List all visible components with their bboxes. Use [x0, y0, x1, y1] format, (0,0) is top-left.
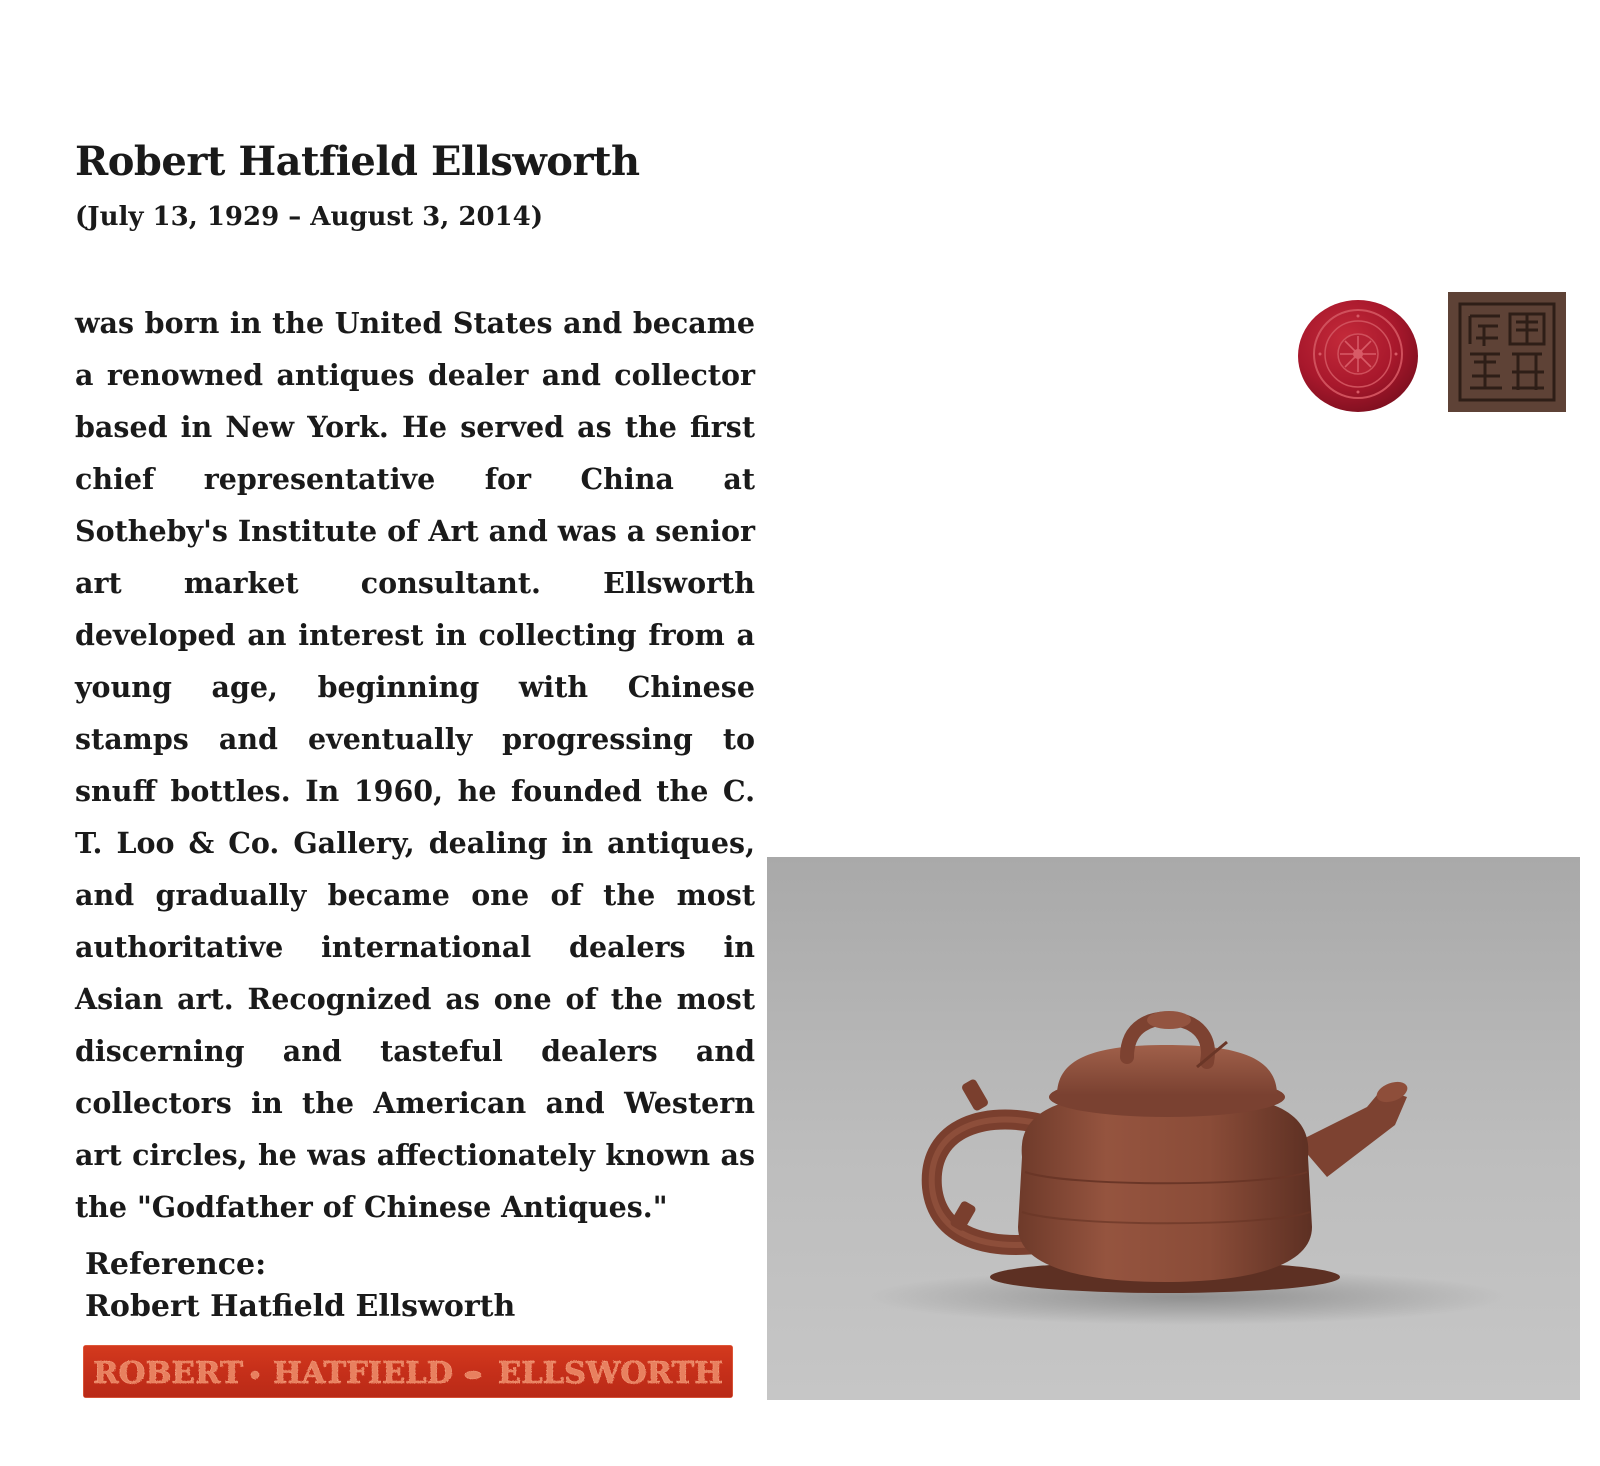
reference-label: Reference:: [85, 1247, 267, 1282]
page-title: Robert Hatfield Ellsworth: [75, 138, 640, 185]
seal-word-robert: ROBERT: [93, 1356, 244, 1391]
name-seal-strip: [83, 1345, 733, 1398]
seal-word-hatfield: HATFIELD: [273, 1356, 453, 1391]
wax-seal-icon: [1295, 294, 1421, 414]
seal-word-ellsworth: ELLSWORTH: [498, 1356, 723, 1391]
teapot-photo: [767, 857, 1580, 1400]
square-seal-icon: [1448, 292, 1566, 412]
reference-name: Robert Hatfield Ellsworth: [85, 1289, 516, 1324]
biography-text: was born in the United States and became a renowned antiques dealer and collector based in New York. He served as the first chief representative for China at Sotheby's Institute of Art and was a senior art market consultant. Ellsworth developed an interest in collecting from a young age, beginning with Chinese stamps and eventually progressing to snuff bottles. In 1960, he founded the C. T. Loo & Co. Gallery, dealing in antiques, and gradually became one of the most authoritative international dealers in Asian art. Recognized as one of the most discerning and tasteful dealers and collectors in the American and Western art circles, he was affectionately known as the "Godfather of Chinese Antiques.": [75, 306, 755, 1224]
life-dates: (July 13, 1929 – August 3, 2014): [75, 202, 544, 232]
reference-block: [85, 1244, 515, 1328]
